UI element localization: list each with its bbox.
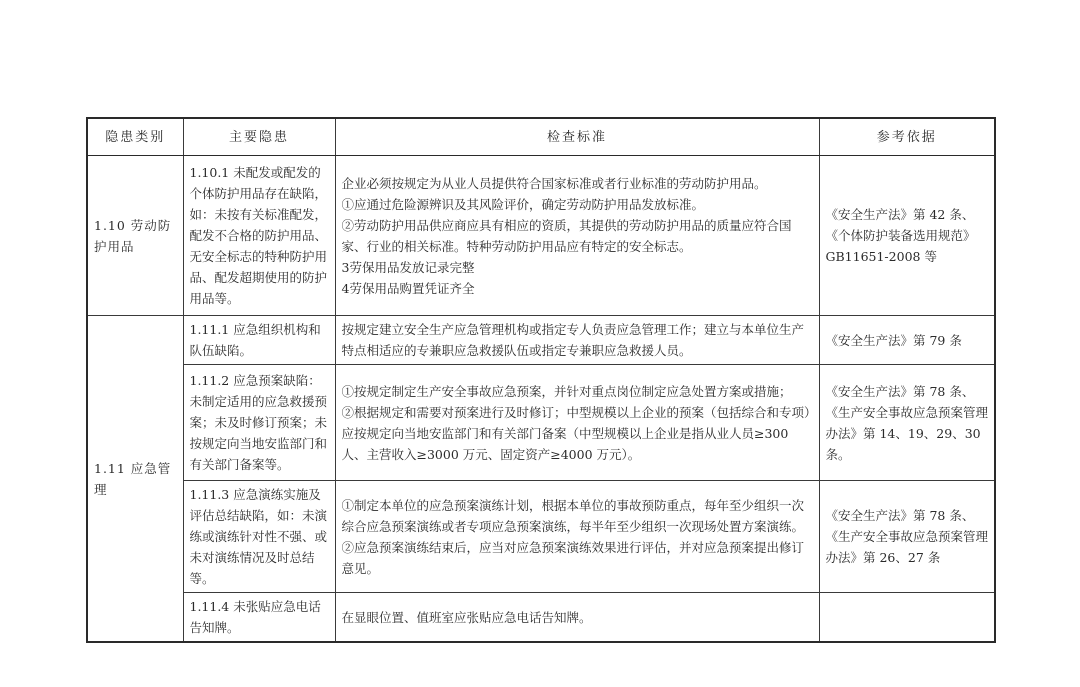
header-main-hazard: 主要隐患 [183, 118, 335, 156]
reference-line: 《安全生产法》第 78 条、《生产安全事故应急预案管理办法》第 26、27 条 [825, 508, 989, 565]
header-category: 隐患类别 [87, 118, 183, 156]
standard-line: 4劳保用品购置凭证齐全 [341, 280, 475, 296]
hazard-cell: 1.11.4 未张贴应急电话告知牌。 [183, 593, 335, 643]
reference-cell [819, 156, 995, 316]
header-reference-basis: 参考依据 [819, 118, 995, 156]
reference-line: 《安全生产法》第 78 条、《生产安全事故应急预案管理办法》第 14、19、29、30 条。 [825, 383, 989, 462]
table-row [87, 593, 995, 643]
standard-line: 3劳保用品发放记录完整 [341, 259, 475, 275]
hazard-cell: 1.11.3 应急演练实施及评估总结缺陷，如：未演练或演练针对性不强、或未对演练情况及时总结等。 [183, 481, 335, 593]
standard-cell [335, 365, 819, 481]
table-header [87, 118, 995, 156]
header-inspection-standard: 检查标准 [335, 118, 819, 156]
standard-cell [335, 156, 819, 316]
standard-cell [335, 316, 819, 365]
reference-cell [819, 365, 995, 481]
header-row [87, 118, 995, 156]
reference-cell [819, 481, 995, 593]
standard-line: ①应通过危险源辨识及其风险评价，确定劳动防护用品发放标准。 [341, 196, 705, 212]
category-cell: 1.11 应急管理 [87, 316, 183, 643]
table-row [87, 365, 995, 481]
reference-line: 《安全生产法》第 79 条 [825, 332, 962, 348]
table-row [87, 481, 995, 593]
standard-line: ②根据规定和需要对预案进行及时修订；中型规模以上企业的预案（包括综合和专项）应按规定向当地安监部门和有关部门备案（中型规模以上企业是指从业人员≥300 人、主营收入≥3000 万元、固定资产≥4000 万元）。 [341, 404, 811, 462]
table-row [87, 316, 995, 365]
reference-line: 《安全生产法》第 42 条、《个体防护装备选用规范》GB11651-2008 等 [825, 207, 976, 264]
standard-line: ①制定本单位的应急预案演练计划，根据本单位的事故预防重点，每年至少组织一次综合应急预案演练或者专项应急预案演练，每半年至少组织一次现场处置方案演练。②应急预案演练结束后，应当对应急预案演练效果进行评估，并对应急预案提出修订意见。 [341, 497, 805, 576]
hazard-cell: 1.11.1 应急组织机构和队伍缺陷。 [183, 316, 335, 365]
standard-line: ②劳动防护用品供应商应具有相应的资质，其提供的劳动防护用品的质量应符合国家、行业的相关标准。特种劳动防护用品应有特定的安全标志。 [341, 217, 792, 254]
table-row [87, 156, 995, 316]
reference-cell-empty [819, 593, 995, 643]
table-body [87, 156, 995, 643]
hazard-inspection-table [86, 117, 996, 643]
standard-line: 企业必须按规定为从业人员提供符合国家标准或者行业标准的劳动防护用品。 [341, 175, 767, 191]
standard-line: ①按规定制定生产安全事故应急预案，并针对重点岗位制定应急处置方案或措施； [341, 383, 792, 399]
category-cell: 1.10 劳动防护用品 [87, 156, 183, 316]
hazard-cell: 1.11.2 应急预案缺陷：未制定适用的应急救援预案；未及时修订预案；未按规定向当地安监部门和有关部门备案等。 [183, 365, 335, 481]
standard-line: 在显眼位置、值班室应张贴应急电话告知牌。 [341, 609, 592, 625]
standard-line: 按规定建立安全生产应急管理机构或指定专人负责应急管理工作；建立与本单位生产特点相适应的专兼职应急救援队伍或指定专兼职应急救援人员。 [341, 322, 805, 358]
hazard-cell: 1.10.1 未配发或配发的个体防护用品存在缺陷，如：未按有关标准配发，配发不合格的防护用品、无安全标志的特种防护用品、配发超期使用的防护用品等。 [183, 156, 335, 316]
reference-cell [819, 316, 995, 365]
standard-cell [335, 593, 819, 643]
standard-cell [335, 481, 819, 593]
